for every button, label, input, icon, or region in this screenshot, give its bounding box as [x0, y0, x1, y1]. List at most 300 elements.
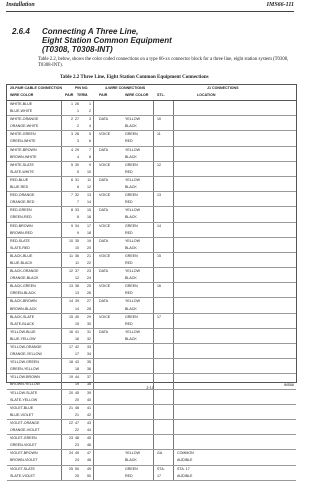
table-cell: COMMON [177, 451, 194, 456]
table-cell: BROWN-WHITE [10, 154, 37, 159]
table-cell: VOICE [99, 162, 111, 167]
table-cell: BLACK [125, 124, 137, 129]
table-cell: 17 [75, 352, 79, 357]
table-row [7, 230, 296, 238]
table-cell: RED [125, 260, 133, 265]
table-cell: 38 [75, 284, 79, 289]
table-row [7, 207, 296, 214]
table-cell: DATA [99, 147, 109, 152]
table-cell: 15 [157, 253, 161, 258]
table-cell: 8 [77, 215, 79, 220]
table-row [7, 131, 296, 138]
table-cell: 9 [77, 230, 79, 235]
table-cell: RED [125, 230, 133, 235]
table-row [7, 108, 296, 116]
table-cell: YELLOW-GREEN [10, 360, 39, 365]
table-cell: 33 [87, 345, 91, 349]
table-cell: SLATE-RED [10, 245, 30, 250]
table-cell: 24 [87, 276, 91, 281]
table-cell: 14 [75, 306, 79, 311]
table-cell: 5 [89, 132, 91, 137]
table-row [7, 169, 296, 177]
table-cell: 36 [87, 367, 91, 372]
table-cell: 23 [75, 443, 79, 448]
table-cell: BLACK-SLATE [10, 314, 35, 319]
table-cell: BLACK [125, 154, 137, 159]
table-cell: 11 [75, 260, 79, 265]
table-cell: GREEN [125, 314, 138, 319]
table-row [7, 123, 296, 131]
table-cell: 5 [71, 162, 73, 167]
table-cell: 42 [87, 412, 91, 417]
table-cell: 21 [87, 253, 91, 258]
section-title-line3: (T0308, T0308-INT) [42, 45, 113, 54]
table-cell: DATA [99, 117, 109, 122]
table-row [7, 260, 296, 268]
table-cell: SLATE-YELLOW [10, 397, 38, 402]
table-cell: 30 [87, 321, 91, 326]
table-cell: DATA [99, 238, 109, 243]
table-cell: VOICE [99, 314, 111, 319]
table-cell: YELLOW [125, 238, 140, 243]
section-title-line2: Eight Station Common Equipment [42, 36, 172, 45]
table-cell: AUDIBLE [177, 473, 193, 478]
table-cell: 26 [75, 102, 79, 106]
table-cell: 24 [75, 458, 79, 463]
table-cell: 50 [75, 466, 79, 471]
table-header [7, 85, 296, 101]
table-cell: 13 [157, 193, 161, 198]
table-cell: STA. [157, 466, 165, 471]
table-cell: 6 [77, 185, 79, 190]
table-cell: 49 [87, 466, 91, 471]
table-cell: 22 [87, 260, 91, 265]
table-cell: 23 [69, 436, 73, 441]
table-cell: 12 [157, 162, 161, 167]
table-cell: DATA [99, 269, 109, 274]
table-cell: 45 [87, 436, 91, 441]
table-cell: 50 [87, 473, 91, 478]
table-cell: 11 [157, 132, 161, 137]
table-cell: 19 [69, 375, 73, 380]
table-cell: STA. 17 [177, 466, 190, 471]
table-row [7, 238, 296, 245]
table-cell: 23 [87, 269, 91, 274]
table-row [7, 245, 296, 253]
table-row [7, 314, 296, 321]
table-cell: VOICE [99, 193, 111, 198]
table-cell: BROWN-VIOLET [10, 458, 38, 463]
table-cell: 27 [87, 299, 91, 304]
section-number: 2.6.4 [12, 27, 30, 36]
table-cell: 40 [75, 314, 79, 319]
table-cell: 8 [71, 208, 73, 213]
table-cell: GREEN-WHITE [10, 139, 36, 144]
table-row [7, 192, 296, 199]
table-cell: 4 [77, 154, 79, 159]
table-cell: 29 [87, 314, 91, 319]
table-cell: BLACK-GREEN [10, 284, 36, 289]
table-cell: 40 [87, 397, 91, 402]
table-cell: 9 [71, 223, 73, 228]
header-right: IMS66-111 [266, 2, 294, 8]
table-cell: 48 [75, 436, 79, 441]
table-row [7, 283, 296, 290]
table-cell: GA [157, 451, 163, 456]
table-cell: 39 [75, 299, 79, 304]
col-pair: PAIR [65, 93, 74, 97]
table-cell: RED-BROWN [10, 223, 33, 228]
table-cell: 3 [77, 139, 79, 144]
table-cell: 1 [89, 102, 91, 106]
table-cell: GREEN [125, 466, 138, 471]
table-cell: RED [125, 139, 133, 144]
table-row [7, 412, 296, 420]
table-cell: YELLOW [125, 177, 140, 182]
table-cell: AUDIBLE [177, 458, 193, 463]
table-cell: 7 [89, 147, 91, 152]
table-cell: 2 [77, 124, 79, 129]
table-row [7, 321, 296, 329]
table-cell: 2 [89, 109, 91, 114]
table-cell: VOICE [99, 253, 111, 258]
intro-paragraph: Table 2.2, below, shows the color coded connections on a type 66-xx connector block for a three line, eight station system (T0308, T0308-INT). [38, 57, 289, 68]
table-cell: DATA [99, 299, 109, 304]
table-cell: RED-ORANGE [10, 193, 35, 198]
table-cell: 1 [71, 102, 73, 106]
table-cell: 16 [69, 329, 73, 334]
table-row [7, 450, 296, 457]
table-row [7, 116, 296, 123]
table-cell: VIOLET-ORANGE [10, 420, 40, 425]
table-row [7, 359, 296, 366]
group-header-4wire: 4-WIRE CONNECTIONS [105, 86, 146, 90]
table-cell: RED [125, 200, 133, 205]
table-cell: DATA [99, 208, 109, 213]
table-cell: 13 [75, 291, 79, 296]
table-cell: YELLOW [125, 269, 140, 274]
table-cell: GREEN [125, 132, 138, 137]
table-cell: VIOLET-BROWN [10, 451, 38, 456]
table-row [7, 298, 296, 305]
table-cell: RED [125, 169, 133, 174]
table-cell: 30 [75, 162, 79, 167]
table-cell: BLACK [125, 245, 137, 250]
table-row [7, 366, 296, 374]
table-cell: GREEN [125, 193, 138, 198]
table-cell: GREEN [125, 162, 138, 167]
table-row [7, 147, 296, 154]
table-cell: 7 [77, 200, 79, 205]
table-cell: 29 [75, 147, 79, 152]
table-cell: 10 [69, 238, 73, 243]
table-cell: VOICE [99, 223, 111, 228]
table-row [7, 199, 296, 207]
table-cell: 12 [75, 276, 79, 281]
table-cell: 4 [71, 147, 73, 152]
table-cell: BLACK-ORANGE [10, 269, 39, 274]
table-cell: 48 [87, 458, 91, 463]
col-term: TERM. [77, 93, 89, 97]
table-cell: 5 [77, 169, 79, 174]
table-cell: YELLOW [125, 147, 140, 152]
table-row [7, 101, 296, 108]
table-row [7, 397, 296, 405]
table-cell: 14 [69, 299, 73, 304]
table-cell: 34 [87, 352, 91, 357]
table-row [7, 329, 296, 336]
table-cell: SLATE-BLACK [10, 321, 35, 326]
table-cell: ORANGE-BLACK [10, 276, 39, 281]
table-cell: 19 [75, 382, 79, 387]
table-cell: WHITE-BROWN [10, 147, 37, 152]
table-row [7, 275, 296, 283]
table-cell: GREEN-YELLOW [10, 367, 39, 372]
table-cell: 28 [75, 132, 79, 137]
table-cell: BLUE-YELLOW [10, 336, 36, 341]
table-cell: 17 [157, 473, 161, 478]
table-cell: DATA [99, 329, 109, 334]
table-cell: GREEN [125, 284, 138, 289]
table-cell: 21 [69, 405, 73, 410]
table-row [7, 351, 296, 359]
table-cell: 31 [75, 177, 79, 182]
table-cell: 3 [71, 132, 73, 137]
table-cell: 32 [87, 336, 91, 341]
table-cell: 20 [69, 390, 73, 395]
table-row [7, 466, 296, 473]
table-cell: BLUE-VIOLET [10, 412, 34, 417]
table-cell: VOICE [99, 132, 111, 137]
table-cell: 35 [75, 238, 79, 243]
table-cell: 37 [75, 269, 79, 274]
table-cell: 24 [69, 451, 73, 456]
table-cell: ORANGE-WHITE [10, 124, 39, 129]
table-cell: RED [125, 321, 133, 326]
table-row [7, 223, 296, 230]
table-cell: GREEN [125, 253, 138, 258]
table-cell: 19 [87, 238, 91, 243]
table-cell: YELLOW-ORANGE [10, 345, 42, 349]
table-cell: 33 [75, 208, 79, 213]
header-rule [6, 11, 294, 12]
table-cell: 16 [75, 336, 79, 341]
table-cell: 10 [75, 245, 79, 250]
table-cell: YELLOW-BROWN [10, 375, 40, 380]
table-cell: 14 [157, 223, 161, 228]
table-cell: 10 [87, 169, 91, 174]
table-cell: ORANGE-RED [10, 200, 35, 205]
table-cell: 18 [69, 360, 73, 365]
table-cell: 38 [87, 382, 91, 387]
table-cell: BLACK [125, 215, 137, 220]
table-cell: SLATE-VIOLET [10, 473, 36, 478]
header-left: Installation [6, 2, 35, 8]
table-cell: 15 [87, 208, 91, 213]
table-cell: BLACK [125, 458, 137, 463]
section-title-line1: Connecting A Three Line, [42, 27, 139, 36]
table-row [7, 344, 296, 351]
table-cell: 45 [75, 390, 79, 395]
table-cell: 1 [77, 109, 79, 114]
table-cell: 41 [75, 329, 79, 334]
col-pair-4wire: PAIR [99, 93, 108, 97]
table-cell: ORANGE-YELLOW [10, 352, 42, 357]
col-pin: PIN NO. [75, 86, 89, 90]
table-cell: WHITE-SLATE [10, 162, 34, 167]
table-cell: 11 [69, 253, 73, 258]
section-title [12, 27, 292, 54]
table-cell: VIOLET-GREEN [10, 436, 37, 441]
table-cell: 36 [75, 253, 79, 258]
table-row [7, 420, 296, 427]
table-cell: GREEN-BLACK [10, 291, 36, 296]
table-cell: 12 [87, 185, 91, 190]
table-cell: 47 [75, 420, 79, 425]
table-cell: YELLOW-SLATE [10, 390, 38, 395]
table-cell: 44 [75, 375, 79, 380]
table-cell: YELLOW [125, 117, 140, 122]
table-cell: VOICE [99, 284, 111, 289]
table-cell: BLACK-BROWN [10, 299, 37, 304]
table-cell: 17 [87, 223, 91, 228]
table-cell: SLATE-WHITE [10, 169, 34, 174]
table-cell: WHITE-ORANGE [10, 117, 39, 122]
table-row [7, 336, 296, 344]
table-cell: WHITE-GREEN [10, 132, 36, 137]
table-cell: 25 [69, 466, 73, 471]
table-cell: 2 [71, 117, 73, 122]
table-cell: BLACK [125, 276, 137, 281]
col-location: LOCATION [197, 93, 216, 97]
table-row [7, 374, 296, 381]
table-cell: VIOLET-BLUE [10, 405, 34, 410]
table-cell: BLUE-WHITE [10, 109, 33, 114]
table-cell: 13 [69, 284, 73, 289]
table-cell: 26 [87, 291, 91, 296]
table-cell: BLUE-RED [10, 185, 29, 190]
document-id: IMS66 [283, 383, 294, 387]
table-row [7, 268, 296, 275]
table-cell: RED-BLUE [10, 177, 29, 182]
page-number: 2-14 [146, 385, 154, 390]
table-cell: 43 [75, 360, 79, 365]
table-cell: BROWN-YELLOW [10, 382, 40, 387]
table-cell: BROWN-RED [10, 230, 33, 235]
table-cell: 7 [71, 193, 73, 198]
table-row [7, 427, 296, 435]
table-row [7, 442, 296, 450]
table-cell: 46 [87, 443, 91, 448]
table-row [7, 253, 296, 260]
table-cell: 14 [87, 200, 91, 205]
table-cell: 46 [75, 405, 79, 410]
table-cell: BLUE-BLACK [10, 260, 33, 265]
table-cell: YELLOW-BLUE [10, 329, 36, 334]
group-header-j1: J1 CONNECTIONS [207, 86, 239, 90]
table-cell: 34 [75, 223, 79, 228]
table-cell: BROWN-BLACK [10, 306, 37, 311]
table-row [7, 162, 296, 169]
table-row [7, 184, 296, 192]
table-cell: 9 [89, 162, 91, 167]
table-row [7, 214, 296, 222]
table-cell: 17 [157, 314, 161, 319]
table-cell: 13 [87, 193, 91, 198]
table-cell: BLACK [125, 185, 137, 190]
table-cell: 41 [87, 405, 91, 410]
table-cell: 10 [157, 117, 161, 122]
table-cell: 32 [75, 193, 79, 198]
table-cell: 12 [69, 269, 73, 274]
table-cell: 39 [87, 390, 91, 395]
table-cell: YELLOW [125, 329, 140, 334]
table-cell: 27 [75, 117, 79, 122]
table-cell: ORANGE-VIOLET [10, 428, 40, 433]
table-cell: BLACK [125, 336, 137, 341]
table-cell: 11 [87, 177, 91, 182]
table-cell: 22 [75, 428, 79, 433]
table-cell: 43 [87, 420, 91, 425]
table-cell: 21 [75, 412, 79, 417]
table-cell: 6 [71, 177, 73, 182]
table-cell: DATA [99, 177, 109, 182]
table-cell: VIOLET-SLATE [10, 466, 35, 471]
table-cell: BLACK [125, 306, 137, 311]
table-cell: RED [125, 291, 133, 296]
table-cell: 3 [89, 117, 91, 122]
table-cell: 20 [75, 397, 79, 402]
table-cell: GREEN-VIOLET [10, 443, 37, 448]
table-cell: 4 [89, 124, 91, 129]
table-cell: 6 [89, 139, 91, 144]
table-cell: 31 [87, 329, 91, 334]
table-cell: GREEN [125, 223, 138, 228]
table-cell: 42 [75, 345, 79, 349]
table-row [7, 457, 296, 465]
group-header-cable: 25-PAIR CABLE CONNECTION [10, 86, 63, 90]
table-cell: 8 [89, 154, 91, 159]
table-cell: 47 [87, 451, 91, 456]
table-cell: YELLOW [125, 208, 140, 213]
table-cell: RED [125, 473, 133, 478]
table-cell: 25 [87, 284, 91, 289]
table-cell: 22 [69, 420, 73, 425]
table-cell: GREEN-RED [10, 215, 32, 220]
table-row [7, 306, 296, 314]
table-caption: Table 2.2 Three Line, Eight Station Common Equipment Connections [60, 75, 209, 80]
col-wire-color: WIRE COLOR [10, 93, 34, 97]
table-row [7, 177, 296, 184]
table-row [7, 473, 296, 481]
table-row [7, 405, 296, 412]
table-cell: 49 [75, 451, 79, 456]
table-cell: 20 [87, 245, 91, 250]
table-cell: RED-GREEN [10, 208, 32, 213]
table-row [7, 290, 296, 298]
table-cell: 44 [87, 428, 91, 433]
table-row [7, 138, 296, 146]
table-cell: RED-SLATE [10, 238, 30, 243]
table-body [7, 101, 296, 481]
table-cell: 16 [157, 284, 161, 289]
table-cell: YELLOW [125, 451, 140, 456]
table-cell: 15 [69, 314, 73, 319]
col-wire-color-4wire: WIRE COLOR [125, 93, 149, 97]
table-cell: BLACK-BLUE [10, 253, 33, 258]
col-stl: STL. [157, 93, 165, 97]
table-cell: 16 [87, 215, 91, 220]
